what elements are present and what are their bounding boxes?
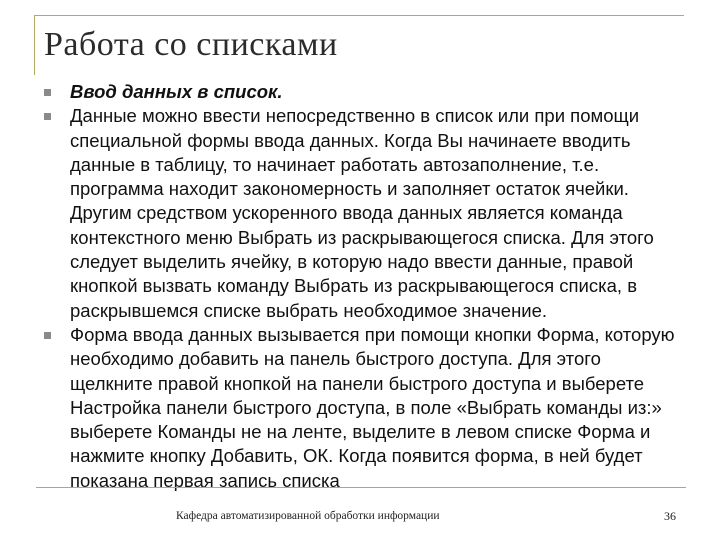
list-item (44, 104, 684, 323)
square-bullet-icon (44, 89, 51, 96)
page-number: 36 (664, 509, 676, 523)
item-heading: Ввод данных в список. (70, 81, 283, 102)
list-item (44, 80, 684, 104)
square-bullet-icon (44, 332, 51, 339)
item-text: Форма ввода данных вызывается при помощи кнопки Форма, которую необходимо добавить на панель быстрого доступа. Для этого щелкните правой кнопкой на панели быстрого доступа и выберете Настройка панели быстрого доступа, в поле «Выбрать команды из:» выберете Команды не на ленте, выделите в левом списке Форма и нажмите кнопку Добавить, ОК. Когда появится форма, в ней будет показана первая запись списка (70, 323, 675, 491)
bullet-list (44, 80, 684, 493)
left-rule (34, 15, 35, 75)
item-text: Данные можно ввести непосредственно в список или при помощи специальной формы ввода данных. Когда Вы начинаете вводить данные в таблицу, то начинает работать автозаполнение, т.е. программа находит закономерность и заполняет остаток ячейки. Другим средством ускоренного ввода данных является команда контекстного меню Выбрать из раскрывающегося списка. Для этого следует выделить ячейку, в которую надо ввести данные, правой кнопкой вызвать команду Выбрать из раскрывающегося списка, в раскрывшемся списке выбрать необходимое значение. (70, 105, 654, 321)
footer-text: Кафедра автоматизированной обработки информации (176, 510, 440, 522)
list-item (44, 323, 684, 493)
top-rule (34, 15, 684, 16)
square-bullet-icon (44, 113, 51, 120)
bottom-rule (36, 487, 686, 488)
slide-title: Работа со списками (44, 26, 338, 63)
